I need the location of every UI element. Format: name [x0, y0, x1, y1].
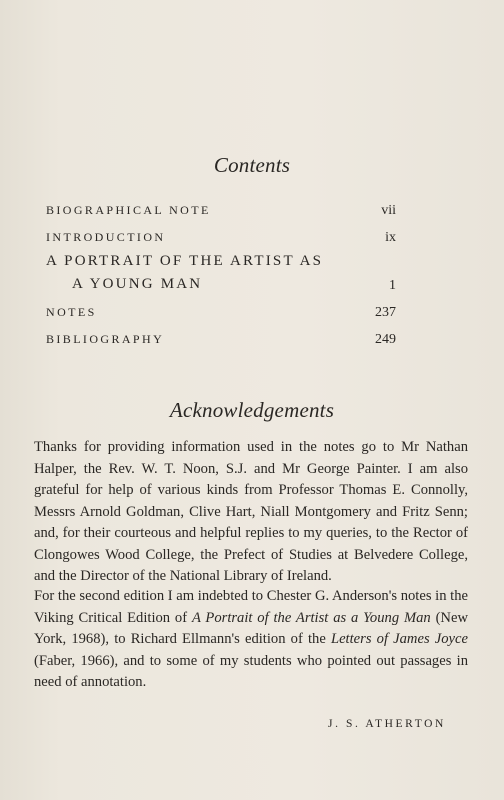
toc-entry-label: NOTES	[46, 305, 97, 319]
toc-entry-portrait	[46, 253, 396, 273]
toc-entry-page: vii	[381, 203, 396, 218]
toc-entry-introduction	[46, 230, 396, 250]
contents-heading: Contents	[213, 153, 291, 177]
paragraph-text: (Faber, 1966), and to some of my students who pointed out passages in need of annotation.	[34, 652, 468, 690]
toc-entry-label: A PORTRAIT OF THE ARTIST AS	[46, 253, 324, 269]
toc-entry-biographical-note	[46, 203, 396, 223]
toc-entry-label-continued: A YOUNG MAN	[72, 276, 203, 292]
toc-entry-page: 249	[375, 332, 396, 347]
toc-entry-bibliography	[46, 332, 396, 352]
toc-entry-page: 237	[375, 305, 396, 320]
table-of-contents	[0, 0, 504, 360]
acknowledgements-paragraph: Thanks for providing information used in the notes go to Mr Nathan Halper, the Rev. W. T. Noon, S.J. and Mr George Painter. I am also grateful for help of various kinds from Professor Thomas E. Connolly, Messrs Arnold Goldman, Clive Hart, Niall Montgomery and Fritz Senn; and, for their courteous and helpful replies to my queries, to the Rector of Clongowes Wood College, the Prefect of Studies at Belvedere College, and the Director of the National Library of Ireland.	[34, 439, 468, 584]
second-edition-paragraph	[34, 586, 468, 694]
book-title-italic: A Portrait of the Artist as a Young Man	[191, 609, 431, 626]
toc-entry-portrait-page-row	[46, 278, 396, 298]
toc-entry-label: BIOGRAPHICAL NOTE	[46, 203, 211, 217]
toc-entry-page: 1	[389, 278, 396, 293]
toc-entry-notes	[46, 305, 396, 325]
toc-entry-page: ix	[385, 230, 396, 245]
paragraph-text: For the second edition I am indebted to Chester G. Anderson's notes in the Viking Critical Edition of	[34, 588, 468, 626]
toc-entry-label: BIBLIOGRAPHY	[46, 332, 165, 346]
book-title-italic: Letters of James Joyce	[330, 631, 468, 647]
paragraph-text: (New York, 1968), to Richard Ellmann's edition of the	[34, 609, 468, 647]
toc-entry-label: INTRODUCTION	[46, 230, 166, 244]
author-signature: J. S. ATHERTON	[328, 718, 446, 730]
acknowledgements-heading: Acknowledgements	[169, 398, 335, 422]
